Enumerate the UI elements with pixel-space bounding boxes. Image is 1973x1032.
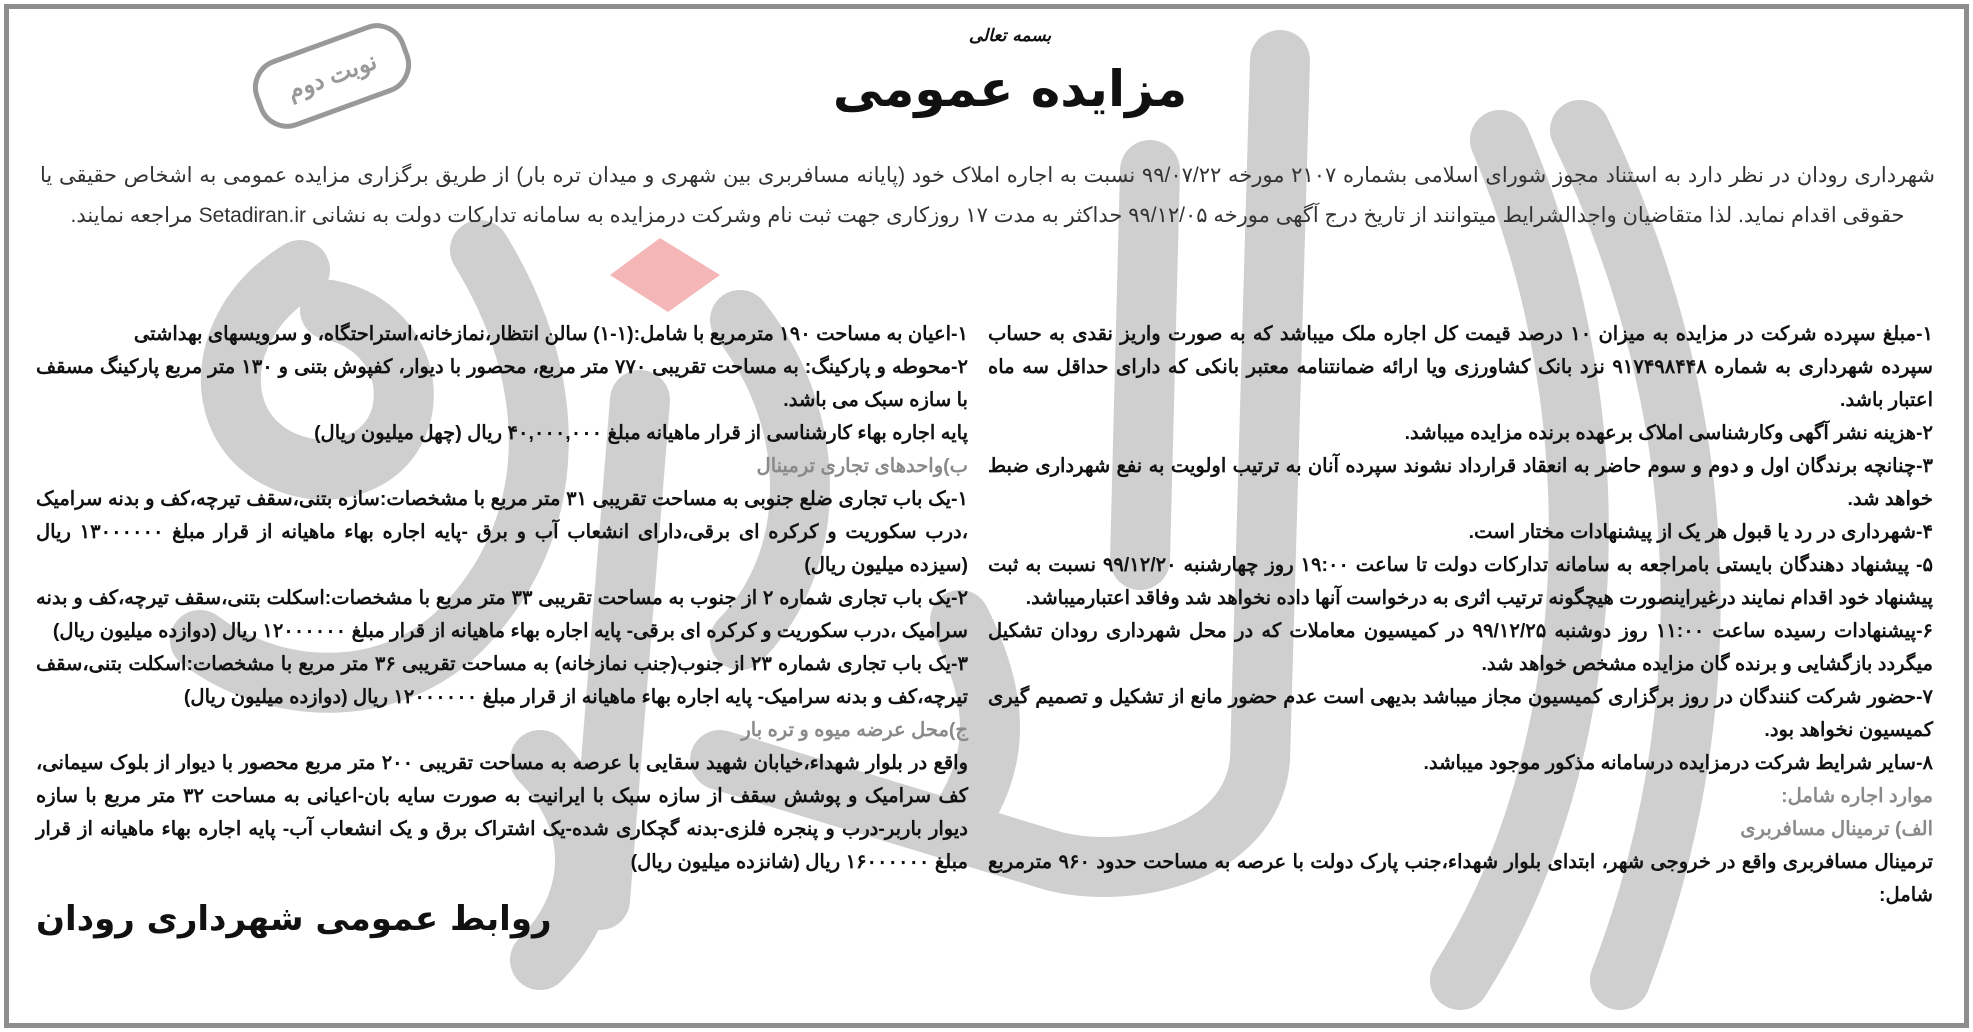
page-title: مزایده عمومی — [832, 60, 1188, 118]
conditions-column — [988, 318, 1933, 912]
condition-item: ۱-مبلغ سپرده شرکت در مزایده به میزان ۱۰ درصد قیمت کل اجاره ملک میباشد که به صورت واریز نقدی به حساب سپرده شهرداری به شماره ۹۱۷۴۹۸۴۴۸ نزد بانک کشاورزی ویا ارائه ضمانتنامه معتبر بانکی که دارای حداقل سه ماه اعتبار باشد. — [988, 323, 1933, 411]
lease-heading: موارد اجاره شامل: — [1781, 785, 1933, 807]
terminal-item: ۲-محوطه و پارکینگ: به مساحت تقریبی ۷۷۰ متر مربع، محصور با دیوار، کفپوش بتنی و ۱۳۰ متر مربع پارکینگ مسقف با سازه سبک می باشد. — [36, 356, 969, 411]
terminal-price: پایه اجاره بهاء کارشناسی از قرار ماهیانه مبلغ ۴۰,۰۰۰,۰۰۰ ریال (چهل میلیون ریال) — [314, 422, 968, 444]
condition-item: ۷-حضور شرکت کنندگان در روز برگزاری کمیسیون مجاز میباشد بدیهی است عدم حضور مانع از تشکیل و تصمیم گیری کمیسیون نخواهد بود. — [988, 686, 1933, 741]
shop-item: ۱-یک باب تجاری ضلع جنوبی به مساحت تقریبی ۳۱ متر مربع با مشخصات:سازه بتنی،سقف تیرچه،کف و بدنه سرامیک ،درب سکوریت و کرکره ای برقی،دارای انشعاب آب و برق -پایه اجاره بهاء ماهیانه از قرار مبلغ ۱۳۰۰۰۰۰۰ ریال (سیزده میلیون ریال) — [36, 488, 968, 576]
second-round-stamp: نوبت دوم — [245, 15, 420, 137]
section-c-heading: ج)محل عرضه میوه و تره بار — [741, 719, 968, 741]
shop-item: ۲-یک باب تجاری شماره ۲ از جنوب به مساحت تقریبی ۳۳ متر مربع با مشخصات:اسکلت بتنی،سقف تیرچه،کف و بدنه سرامیک ،درب سکوریت و کرکره ای برقی- پایه اجاره بهاء ماهیانه از قرار مبلغ ۱۲۰۰۰۰۰۰ ریال (دوازده میلیون ریال) — [36, 587, 968, 642]
bismillah: بسمه تعالی — [968, 26, 1052, 46]
terminal-item: ۱-اعیان به مساحت ۱۹۰ مترمربع با شامل:(۱-۱) سالن انتظار،نمازخانه،استراحتگاه، و سرویسهای بهداشتی — [133, 323, 968, 345]
signature: روابط عمومی شهرداری رودان — [36, 899, 552, 939]
section-b-heading: ب)واحدهای تجاری ترمینال — [756, 455, 968, 477]
section-a-text: ترمینال مسافربری واقع در خروجی شهر، ابتدای بلوار شهداء،جنب پارک دولت با عرصه به مساحت حدود ۹۶۰ مترمربع شامل: — [988, 851, 1933, 906]
condition-item: ۴-شهرداری در رد یا قبول هر یک از پیشنهادات مختار است. — [1468, 521, 1933, 543]
section-a-heading: الف) ترمینال مسافربری — [1740, 818, 1933, 840]
condition-item: ۵- پیشنهاد دهندگان بایستی بامراجعه به سامانه تدارکات دولت تا ساعت ۱۹:۰۰ روز چهارشنبه ۹۹/۱۲/۲۰ نسبت به ثبت پیشنهاد خود اقدام نمایند درغیراینصورت هیچگونه ترتیب اثری به درخواست آنها داده نخواهد شد وفاقد اعتبارمیباشد. — [988, 554, 1934, 609]
shop-item: ۳-یک باب تجاری شماره ۲۳ از جنوب(جنب نمازخانه) به مساحت تقریبی ۳۶ متر مربع با مشخصات:اسکلت بتنی،سقف تیرچه،کف و بدنه سرامیک- پایه اجاره بهاء ماهیانه از قرار مبلغ ۱۲۰۰۰۰۰۰ ریال (دوازده میلیون ریال) — [36, 653, 968, 708]
condition-item: ۳-چنانچه برندگان اول و دوم و سوم حاضر به انعقاد قرارداد نشوند سپرده آنان به ترتیب اولویت به نفع شهرداری ضبط خواهد شد. — [988, 455, 1933, 510]
condition-item: ۲-هزینه نشر آگهی وکارشناسی املاک برعهده برنده مزایده میباشد. — [1404, 422, 1933, 444]
section-c-text: واقع در بلوار شهداء،خیابان شهید سقایی با عرصه به مساحت تقریبی ۲۰۰ متر مربع محصور با دیوار از بلوک سیمانی، کف سرامیک و پوشش سقف از سازه سبک با ایرانیت به صورت سایه بان-اعیانی به مساحت ۳۲ متر مربع با سازه دیوار باربر-درب و پنجره فلزی-بدنه گچکاری شده-یک اشتراک برق و یک انشعاب آب- پایه اجاره بهاء ماهیانه از قرار مبلغ ۱۶۰۰۰۰۰۰ ریال (شانزده میلیون ریال) — [36, 752, 969, 873]
intro-paragraph: شهرداری رودان در نظر دارد به استناد مجوز شورای اسلامی بشماره ۲۱۰۷ مورخه ۹۹/۰۷/۲۲ نسبت به اجاره املاک خود (پایانه مسافربری بین شهری و میدان تره بار) از طریق برگزاری مزایده عمومی به اشخاص حقیقی یا حقوقی اقدام نماید. لذا متقاضیان واجدالشرایط میتوانند از تاریخ درج آگهی مورخه ۹۹/۱۲/۰۵ حداکثر به مدت ۱۷ روزکاری جهت ثبت نام وشرکت درمزایده به سامانه تدارکات دولت به نشانی Setadiran.ir مراجعه نمایند. — [40, 164, 1935, 227]
condition-item: ۶-پیشنهادات رسیده ساعت ۱۱:۰۰ روز دوشنبه ۹۹/۱۲/۲۵ در کمیسیون معاملات که در محل شهرداری رودان تشکیل میگردد بازگشایی و برنده گان مزایده مشخص خواهد شد. — [988, 620, 1934, 675]
lease-items-column — [36, 318, 968, 941]
condition-item: ۸-سایر شرایط شرکت درمزایده درسامانه مذکور موجود میباشد. — [1423, 752, 1933, 774]
